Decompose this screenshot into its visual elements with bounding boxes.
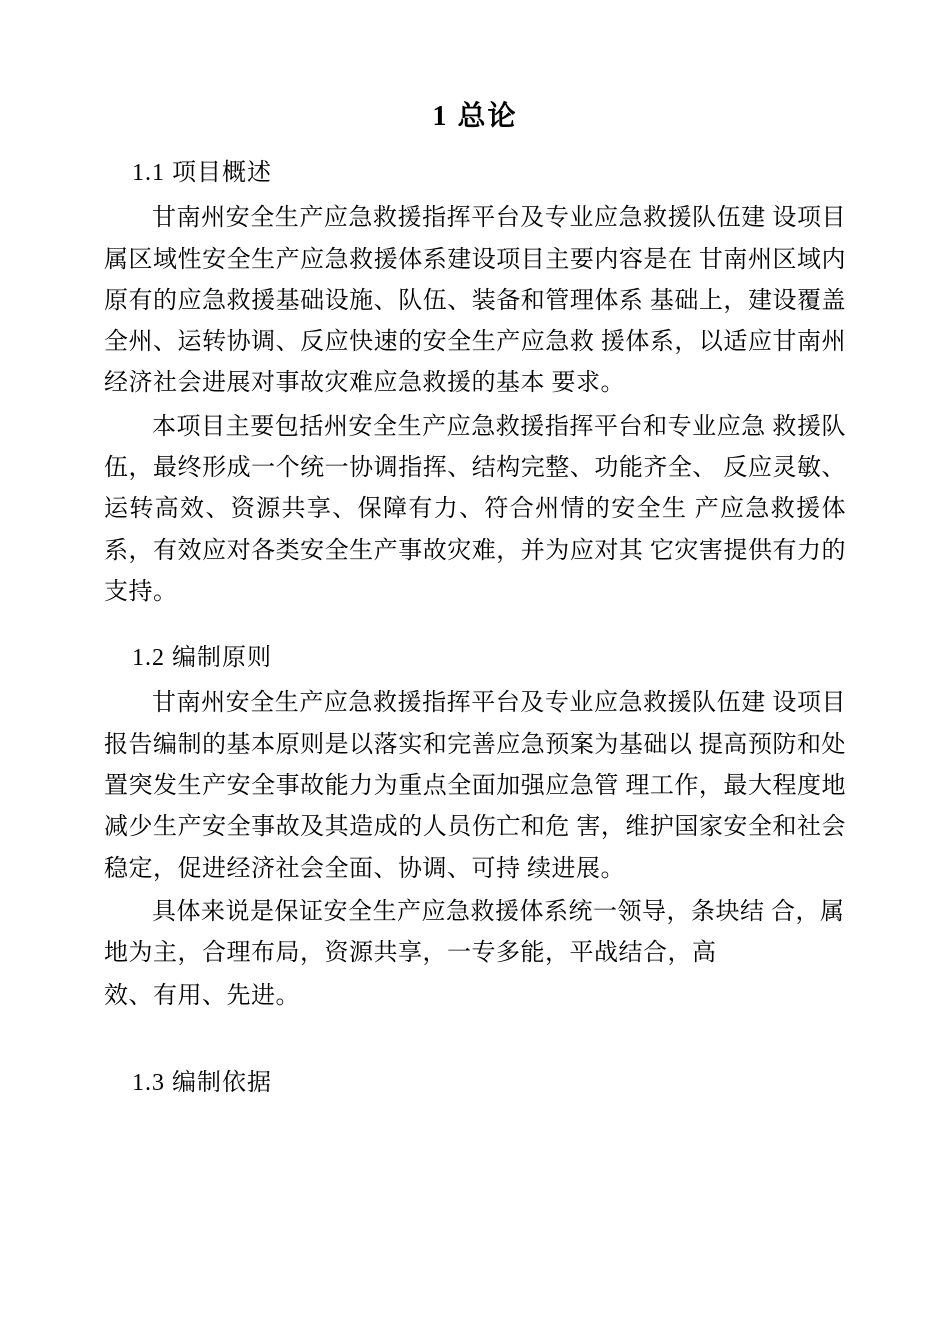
- paragraph: 甘南州安全生产应急救援指挥平台及专业应急救援队伍建 设项目报告编制的基本原则是以落实和完善应急预案为基础以 提高预防和处置突发生产安全事故能力为重点全面加强应急管 理工作，最大程度地减少生产安全事故及其造成的人员伤亡和危 害，维护国家安全和社会稳定，促进经济社会全面、协调、可持 续进展。: [104, 690, 846, 882]
- paragraph: 本项目主要包括州安全生产应急救援指挥平台和专业应急 救援队伍，最终形成一个统一协调指挥、结构完整、功能齐全、 反应灵敏、运转高效、资源共享、保障有力、符合州情的安全生 产应急救援体系，有效应对各类安全生产事故灾难，并为应对其 它灾害提供有力的支持。: [104, 413, 846, 605]
- page-title: 1 总论: [432, 101, 518, 132]
- section-spacer: [104, 1020, 846, 1054]
- section-heading-1-3: 1.3 编制依据: [132, 1069, 272, 1096]
- section-heading-1-1: 1.1 项目概述: [132, 160, 272, 186]
- paragraph-spacer: [104, 615, 846, 629]
- paragraph: 具体来说是保证安全生产应急救援体系统一领导，条块结 合，属地为主，合理布局，资源共享，一专多能，平战结合，高: [104, 898, 845, 967]
- paragraph: 效、有用、先进。: [104, 983, 300, 1010]
- section-heading-1-2: 1.2 编制原则: [132, 645, 272, 672]
- paragraph: 甘南州安全生产应急救援指挥平台及专业应急救援队伍建 设项目属区域性安全生产应急救援体系建设项目主要内容是在 甘南州区域内原有的应急救援基础设施、队伍、装备和管理体系 基础上，建设覆盖全州、运转协调、反应快速的安全生产应急救 援体系，以适应甘南州经济社会进展对事故灾难应急救援的基本 要求。: [104, 205, 846, 397]
